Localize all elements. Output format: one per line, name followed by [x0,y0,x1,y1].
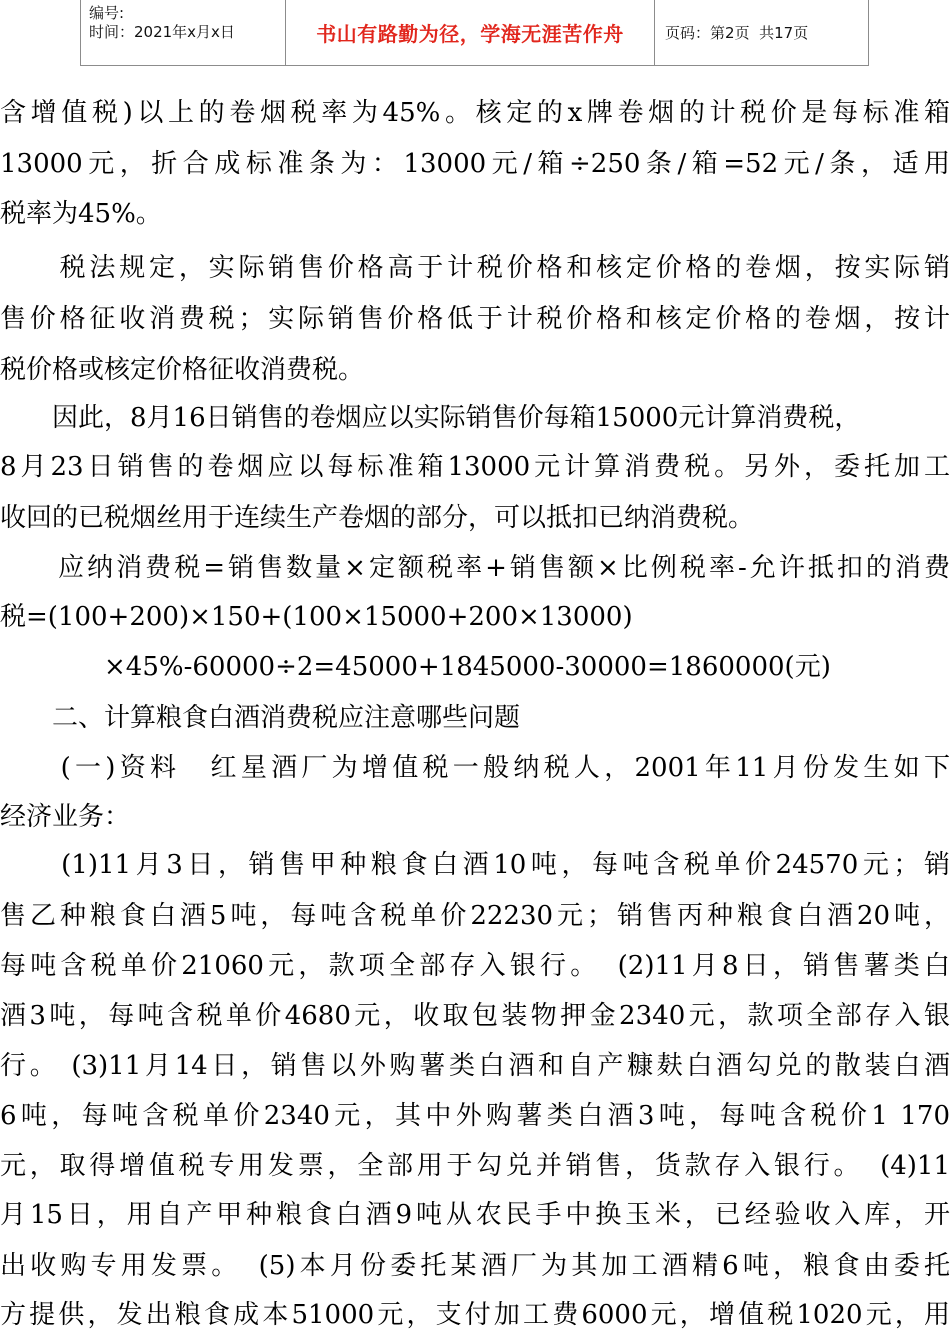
body-line: 方提供，发出粮食成本51000元，支付加工费6000元，增值税1020元，用 [0,1300,950,1330]
body-line: 经济业务： [0,802,131,832]
body-line: 税法规定，实际销售价格高于计税价格和核定价格的卷烟，按实际销 [0,253,950,283]
page-prefix: 页码：第 [665,24,726,42]
body-line: 酒3吨，每吨含税单价4680元，收取包装物押金2340元，款项全部存入银 [0,1001,950,1031]
page-header [80,0,869,66]
body-line: 税价格或核定价格征收消费税。 [0,355,365,385]
document-number-label: 编号: [89,4,125,22]
body-line: 税率为45%。 [0,199,162,229]
body-line: 因此，8月16日销售的卷烟应以实际销售价每箱15000元计算消费税， [0,403,861,433]
body-line: 含增值税)以上的卷烟税率为45%。核定的x牌卷烟的计税价是每标准箱 [0,98,950,128]
header-meta [81,0,286,65]
body-line: 应纳消费税=销售数量×定额税率+销售额×比例税率-允许抵扣的消费 [0,553,950,583]
body-line: 售乙种粮食白酒5吨，每吨含税单价22230元；销售丙种粮食白酒20吨， [0,901,950,931]
body-line: (1)11月3日，销售甲种粮食白酒10吨，每吨含税单价24570元；销 [0,850,950,880]
body-line: 收回的已税烟丝用于连续生产卷烟的部分，可以抵扣已纳消费税。 [0,503,755,533]
page-suffix: 页 [793,24,809,42]
body-line: 售价格征收消费税；实际销售价格低于计税价格和核定价格的卷烟，按计 [0,304,950,334]
page-current: 2 [725,23,735,42]
body-line: 元，取得增值税专用发票，全部用于勾兑并销售，货款存入银行。 (4)11 [0,1151,950,1181]
document-time-label: 时间：2021年x月x日 [89,23,235,41]
body-line: 每吨含税单价21060元，款项全部存入银行。 (2)11月8日，销售薯类白 [0,951,950,981]
page-counter [655,0,868,65]
body-line: 8月23日销售的卷烟应以每标准箱13000元计算消费税。另外，委托加工 [0,452,950,482]
body-line: ×45%-60000÷2=45000+1845000-30000=1860000(元) [0,652,831,682]
body-line: 二、计算粮食白酒消费税应注意哪些问题 [0,703,521,733]
body-line: 税=(100+200)×150+(100×15000+200×13000) [0,602,633,632]
header-motto: 书山有路勤为径，学海无涯苦作舟 [286,0,655,65]
body-line: 13000元，折合成标准条为：13000元/箱÷250条/箱=52元/条，适用 [0,149,950,179]
page-total: 17 [774,23,794,42]
body-line: 6吨，每吨含税单价2340元，其中外购薯类白酒3吨，每吨含税价1 170 [0,1101,950,1131]
page-mid: 页 共 [734,24,775,42]
body-line: 行。 (3)11月14日，销售以外购薯类白酒和自产糠麸白酒勾兑的散装白酒 [0,1051,950,1081]
body-line: 月15日，用自产甲种粮食白酒9吨从农民手中换玉米，已经验收入库，开 [0,1200,950,1230]
body-line: (一)资料 红星酒厂为增值税一般纳税人，2001年11月份发生如下 [0,753,950,783]
body-line: 出收购专用发票。 (5)本月份委托某酒厂为其加工酒精6吨，粮食由委托 [0,1251,950,1281]
